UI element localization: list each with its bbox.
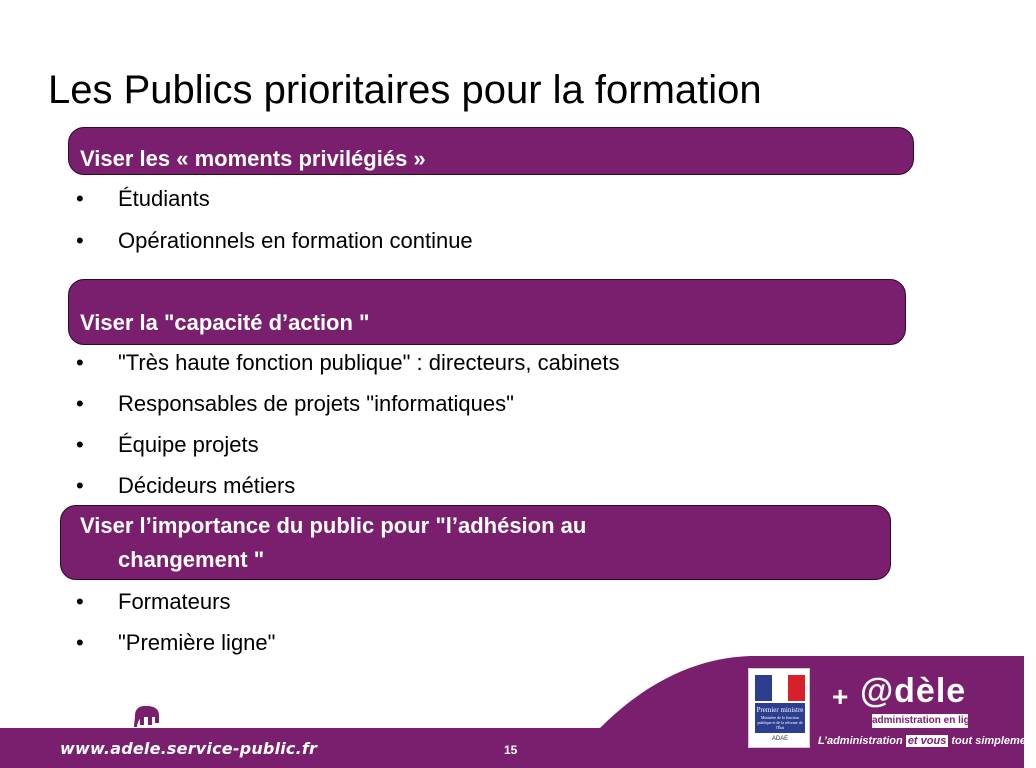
list-item-text: Responsables de projets "informatiques" [118, 391, 514, 416]
adele-subtitle: administration en ligne [872, 715, 982, 726]
brand-tagline [818, 735, 1036, 747]
tagline-before: L’administration [818, 735, 906, 747]
section-heading-1: Viser les « moments privilégiés » [80, 146, 426, 171]
bullet-icon: • [76, 391, 84, 416]
section-heading-3-line1: Viser l’importance du public pour "l’adhésion au [80, 513, 587, 538]
page-number: 15 [504, 743, 518, 757]
bullet-icon: • [76, 432, 84, 457]
bullet-icon: • [76, 350, 84, 375]
list-item-text: "Très haute fonction publique" : directeurs, cabinets [118, 350, 620, 375]
section-heading-3-line2: changement " [118, 547, 265, 572]
list-item-text: Opérationnels en formation continue [118, 228, 473, 253]
tagline-highlight: et vous [907, 735, 947, 747]
section-heading-2: Viser la "capacité d’action " [80, 310, 370, 335]
footer-url[interactable]: www.adele.service-public.fr [60, 739, 318, 758]
list-item-text: Étudiants [118, 186, 210, 211]
gov-line2: Ministère de la fonction publique et de la réforme de l'État [757, 715, 803, 730]
adele-plus: + [832, 681, 849, 712]
gov-adae-label: ADAE [771, 736, 789, 742]
list-item-text: Décideurs métiers [118, 473, 296, 498]
bullet-icon: • [76, 630, 84, 655]
tagline-after: tout simplement [948, 735, 1036, 747]
gov-line1: Premier ministre [756, 706, 804, 714]
slide-title: Les Publics prioritaires pour la formation [48, 68, 762, 112]
bullet-icon: • [76, 186, 84, 211]
bullet-icon: • [76, 589, 84, 614]
flag-icon [755, 675, 805, 701]
elephant-icon [132, 703, 162, 731]
list-item-text: Formateurs [118, 589, 231, 614]
gov-logo-text [755, 703, 805, 733]
list-item-text: Équipe projets [118, 432, 259, 457]
list-item-text: "Première ligne" [118, 630, 276, 655]
adele-logo: @dèle [860, 672, 967, 710]
bullet-icon: • [76, 228, 84, 253]
bullet-icon: • [76, 473, 84, 498]
government-logo [748, 668, 810, 748]
